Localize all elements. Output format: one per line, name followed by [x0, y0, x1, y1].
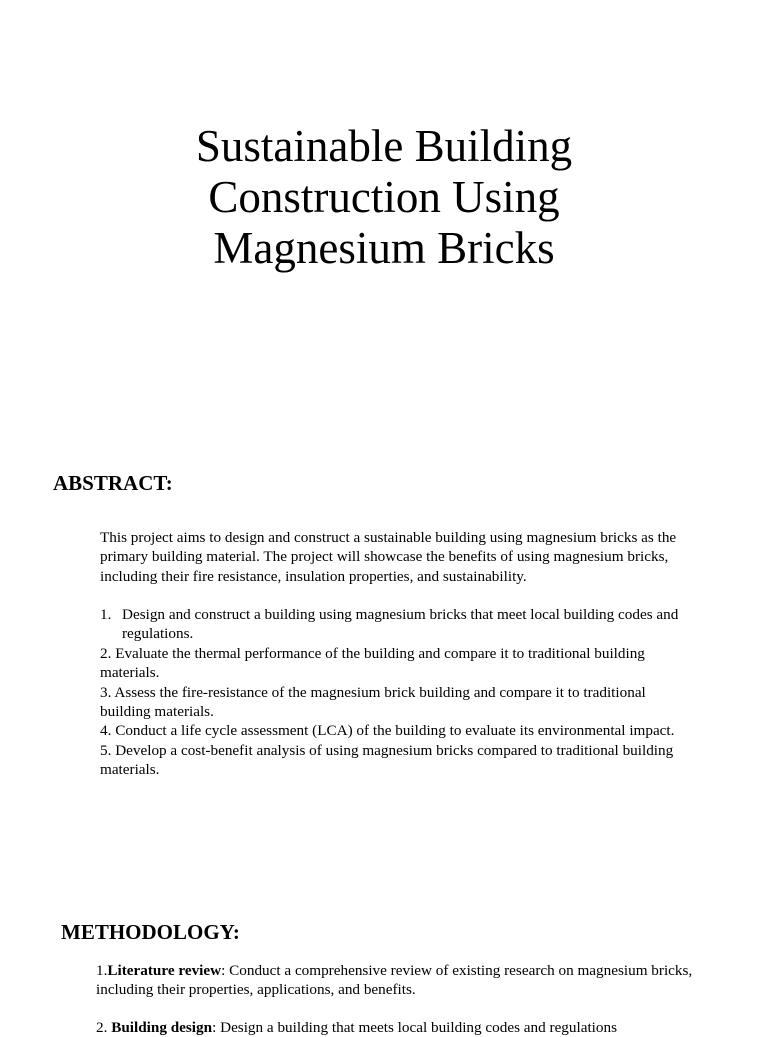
objective-text: Develop a cost-benefit analysis of using magnesium bricks compared to traditional building materials. [100, 741, 674, 779]
objective-item [100, 605, 700, 644]
abstract-paragraph: This project aims to design and construct a sustainable building using magnesium bricks as the primary building material. The project will showcase the benefits of using magnesium bricks, including their fire resistance, insulation properties, and sustainability. [100, 529, 677, 585]
objective-number: 5. [100, 741, 112, 759]
methodology-heading: METHODOLOGY: [61, 920, 240, 944]
methodology-item [96, 961, 696, 1000]
methodology-term: Literature review [107, 962, 222, 979]
objective-item [100, 721, 700, 740]
objective-text: Conduct a life cycle assessment (LCA) of the building to evaluate its environmental impact. [115, 722, 675, 740]
objective-number: 3. [100, 683, 112, 701]
objective-text: Design and construct a building using magnesium bricks that meet local building codes and regulations. [122, 606, 679, 643]
objective-item [100, 683, 700, 722]
document-title [0, 121, 768, 274]
methodology-item [96, 1018, 696, 1037]
objective-number: 4. [100, 722, 112, 740]
title-line: Sustainable Building [195, 121, 573, 171]
objective-text: Assess the fire-resistance of the magnesium brick building and compare it to traditional building materials. [100, 683, 646, 721]
title-line: Magnesium Bricks [213, 223, 555, 273]
methodology-number: 1. [96, 962, 108, 979]
methodology-number: 2. [96, 1019, 108, 1036]
abstract-heading: ABSTRACT: [53, 471, 173, 495]
objective-item [100, 644, 700, 683]
objective-number: 1. [100, 606, 112, 623]
methodology-term: Building design [111, 1019, 213, 1036]
title-line: Construction Using [208, 172, 560, 222]
objective-text: Evaluate the thermal performance of the building and compare it to traditional building materials. [100, 644, 645, 682]
methodology-text: : Design a building that meets local building codes and regulations [212, 1019, 617, 1036]
methodology-text: : Conduct a comprehensive review of existing research on magnesium bricks, including their properties, applications, and benefits. [96, 962, 693, 999]
objectives-list [100, 605, 700, 780]
objective-number: 2. [100, 644, 112, 662]
objective-item [100, 741, 700, 780]
